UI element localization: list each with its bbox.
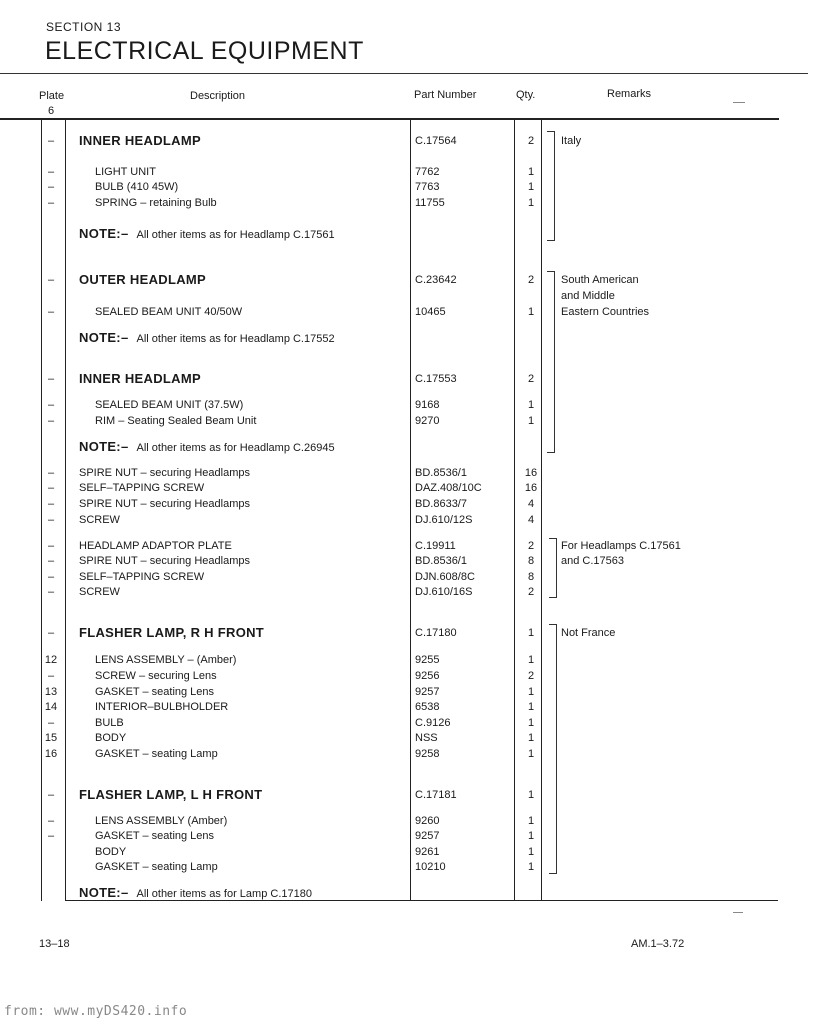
part-description: SCREW xyxy=(79,586,120,598)
quantity: 16 xyxy=(524,482,538,494)
table-row xyxy=(0,197,816,213)
part-number: BD.8536/1 xyxy=(415,555,467,567)
quantity: 1 xyxy=(527,415,535,427)
plate-ref: 14 xyxy=(44,701,58,713)
part-number: C.17553 xyxy=(415,373,457,385)
quantity: 8 xyxy=(527,555,535,567)
note-label: NOTE:– xyxy=(79,439,129,454)
part-number: 9260 xyxy=(415,815,440,827)
plate-ref: – xyxy=(47,181,55,193)
plate-ref: – xyxy=(47,482,55,494)
part-number: DJ.610/12S xyxy=(415,514,473,526)
column-header-description: Description xyxy=(190,90,246,102)
table-row xyxy=(0,627,816,643)
part-description: RIM – Seating Sealed Beam Unit xyxy=(95,415,257,427)
column-header-plate-number: 6 xyxy=(48,105,55,117)
part-description: INNER HEADLAMP xyxy=(79,133,201,148)
table-row xyxy=(0,399,816,415)
part-number: 9256 xyxy=(415,670,440,682)
note xyxy=(79,439,335,454)
quantity: 1 xyxy=(527,830,535,842)
table-row xyxy=(0,274,816,290)
table-row xyxy=(0,830,816,846)
part-number: C.17180 xyxy=(415,627,457,639)
margin-tick xyxy=(733,102,745,103)
quantity: 1 xyxy=(527,627,535,639)
part-number: 9258 xyxy=(415,748,440,760)
plate-ref: – xyxy=(47,540,55,552)
note xyxy=(79,226,335,241)
part-number: 9261 xyxy=(415,846,440,858)
column-header-part-number: Part Number xyxy=(414,89,477,101)
table-row xyxy=(0,514,816,530)
part-description: SPRING – retaining Bulb xyxy=(95,197,217,209)
table-row xyxy=(0,887,816,903)
quantity: 1 xyxy=(527,717,535,729)
part-description: FLASHER LAMP, R H FRONT xyxy=(79,625,265,640)
quantity: 1 xyxy=(527,399,535,411)
plate-ref: – xyxy=(47,789,55,801)
part-description: SCREW – securing Lens xyxy=(95,670,217,682)
part-description: GASKET – seating Lamp xyxy=(95,748,218,760)
remark: Not France xyxy=(561,627,616,639)
part-number: BD.8536/1 xyxy=(415,467,467,479)
part-description: SEALED BEAM UNIT 40/50W xyxy=(95,306,243,318)
plate-ref: – xyxy=(47,514,55,526)
plate-ref: – xyxy=(47,306,55,318)
quantity: 1 xyxy=(527,306,535,318)
part-number: 9257 xyxy=(415,830,440,842)
quantity: 4 xyxy=(527,514,535,526)
column-header-plate: Plate xyxy=(39,90,65,102)
part-number: 9270 xyxy=(415,415,440,427)
quantity: 1 xyxy=(527,789,535,801)
note-text: All other items as for Lamp C.17180 xyxy=(136,888,312,900)
plate-ref: – xyxy=(47,415,55,427)
plate-ref: – xyxy=(47,627,55,639)
table-row xyxy=(0,670,816,686)
table-row xyxy=(0,571,816,587)
part-number: C.19911 xyxy=(415,540,456,552)
part-number: DJ.610/16S xyxy=(415,586,473,598)
table-row xyxy=(0,332,816,348)
title-rule xyxy=(0,73,808,74)
quantity: 1 xyxy=(527,686,535,698)
part-number: C.17181 xyxy=(415,789,457,801)
quantity: 1 xyxy=(527,166,535,178)
part-description: GASKET – seating Lens xyxy=(95,686,215,698)
table-row xyxy=(0,654,816,670)
plate-ref: – xyxy=(47,373,55,385)
part-number: 9255 xyxy=(415,654,440,666)
plate-ref: – xyxy=(47,670,55,682)
part-description: SPIRE NUT – securing Headlamps xyxy=(79,555,250,567)
table-row xyxy=(0,789,816,805)
note-text: All other items as for Headlamp C.17561 xyxy=(136,229,335,241)
plate-ref: – xyxy=(47,717,55,729)
part-description: BULB (410 45W) xyxy=(95,181,179,193)
plate-ref: – xyxy=(47,166,55,178)
table-row xyxy=(0,181,816,197)
plate-ref: – xyxy=(47,498,55,510)
table-row xyxy=(0,686,816,702)
page-number: 13–18 xyxy=(39,938,70,950)
header-rule xyxy=(0,118,779,120)
quantity: 1 xyxy=(527,846,535,858)
plate-ref: – xyxy=(47,274,55,286)
part-number: 7763 xyxy=(415,181,440,193)
quantity: 2 xyxy=(527,373,535,385)
plate-ref: – xyxy=(47,555,55,567)
quantity: 2 xyxy=(527,135,535,147)
margin-tick xyxy=(733,912,743,913)
quantity: 1 xyxy=(527,197,535,209)
note-text: All other items as for Headlamp C.17552 xyxy=(136,333,335,345)
part-number: NSS xyxy=(415,732,438,744)
remark: Eastern Countries xyxy=(561,306,650,318)
part-number: 7762 xyxy=(415,166,440,178)
quantity: 1 xyxy=(527,815,535,827)
part-number: C.9126 xyxy=(415,717,451,729)
table-row xyxy=(0,701,816,717)
watermark: from: www.myDS420.info xyxy=(4,1004,188,1019)
column-header-remarks: Remarks xyxy=(607,88,652,100)
part-description: SELF–TAPPING SCREW xyxy=(79,482,205,494)
part-description: LENS ASSEMBLY (Amber) xyxy=(95,815,228,827)
table-row xyxy=(0,555,816,571)
plate-ref: – xyxy=(47,815,55,827)
note xyxy=(79,885,312,900)
quantity: 1 xyxy=(527,701,535,713)
part-number: 6538 xyxy=(415,701,440,713)
note xyxy=(79,330,335,345)
note-label: NOTE:– xyxy=(79,885,129,900)
plate-ref: – xyxy=(47,135,55,147)
plate-ref: 15 xyxy=(44,732,58,744)
part-description: HEADLAMP ADAPTOR PLATE xyxy=(79,540,232,552)
quantity: 1 xyxy=(527,654,535,666)
revision-code: AM.1–3.72 xyxy=(631,938,685,950)
part-number: 11755 xyxy=(415,197,445,209)
note-text: All other items as for Headlamp C.26945 xyxy=(136,442,335,454)
table-row xyxy=(0,732,816,748)
part-description: SPIRE NUT – securing Headlamps xyxy=(79,498,250,510)
part-number: C.23642 xyxy=(415,274,457,286)
quantity: 2 xyxy=(527,586,535,598)
table-row xyxy=(0,290,816,306)
part-number: BD.8633/7 xyxy=(415,498,467,510)
note-label: NOTE:– xyxy=(79,330,129,345)
part-number: 10210 xyxy=(415,861,446,873)
part-description: SEALED BEAM UNIT (37.5W) xyxy=(95,399,244,411)
quantity: 8 xyxy=(527,571,535,583)
remark: and Middle xyxy=(561,290,615,302)
remark: For Headlamps C.17561 xyxy=(561,540,681,552)
note-label: NOTE:– xyxy=(79,226,129,241)
plate-ref: – xyxy=(47,830,55,842)
table-row xyxy=(0,441,816,457)
part-description: SPIRE NUT – securing Headlamps xyxy=(79,467,250,479)
part-number: 9257 xyxy=(415,686,440,698)
quantity: 1 xyxy=(527,748,535,760)
column-header-qty: Qty. xyxy=(516,89,536,101)
plate-ref: – xyxy=(47,399,55,411)
table-row xyxy=(0,586,816,602)
quantity: 2 xyxy=(527,540,535,552)
remark: and C.17563 xyxy=(561,555,624,567)
part-description: INNER HEADLAMP xyxy=(79,371,201,386)
table-row xyxy=(0,498,816,514)
remark: South American xyxy=(561,274,639,286)
part-description: BULB xyxy=(95,717,124,729)
table-row xyxy=(0,306,816,322)
part-description: BODY xyxy=(95,846,127,858)
plate-ref: 16 xyxy=(44,748,58,760)
section-label: SECTION 13 xyxy=(46,20,122,34)
part-number: DAZ.408/10C xyxy=(415,482,482,494)
page-title: ELECTRICAL EQUIPMENT xyxy=(45,37,364,65)
plate-ref: – xyxy=(47,571,55,583)
table-row xyxy=(0,166,816,182)
part-description: LENS ASSEMBLY – (Amber) xyxy=(95,654,237,666)
table-row xyxy=(0,846,816,862)
table-row xyxy=(0,815,816,831)
part-description: SELF–TAPPING SCREW xyxy=(79,571,205,583)
quantity: 2 xyxy=(527,274,535,286)
part-description: GASKET – seating Lamp xyxy=(95,861,218,873)
quantity: 16 xyxy=(524,467,538,479)
part-description: GASKET – seating Lens xyxy=(95,830,215,842)
part-description: INTERIOR–BULBHOLDER xyxy=(95,701,229,713)
plate-ref: – xyxy=(47,467,55,479)
plate-ref: – xyxy=(47,586,55,598)
table-row xyxy=(0,228,816,244)
remark: Italy xyxy=(561,135,582,147)
table-row xyxy=(0,415,816,431)
table-row xyxy=(0,467,816,483)
quantity: 1 xyxy=(527,181,535,193)
plate-ref: – xyxy=(47,197,55,209)
table-row xyxy=(0,373,816,389)
table-row xyxy=(0,748,816,764)
part-description: LIGHT UNIT xyxy=(95,166,156,178)
part-number: DJN.608/8C xyxy=(415,571,475,583)
part-description: SCREW xyxy=(79,514,120,526)
quantity: 2 xyxy=(527,670,535,682)
plate-ref: 12 xyxy=(44,654,58,666)
plate-ref: 13 xyxy=(44,686,58,698)
table-row xyxy=(0,540,816,556)
part-description: BODY xyxy=(95,732,127,744)
table-row xyxy=(0,482,816,498)
part-description: FLASHER LAMP, L H FRONT xyxy=(79,787,263,802)
quantity: 1 xyxy=(527,861,535,873)
table-row xyxy=(0,717,816,733)
part-number: C.17564 xyxy=(415,135,457,147)
quantity: 4 xyxy=(527,498,535,510)
quantity: 1 xyxy=(527,732,535,744)
table-row xyxy=(0,861,816,877)
part-description: OUTER HEADLAMP xyxy=(79,272,206,287)
part-number: 9168 xyxy=(415,399,440,411)
table-row xyxy=(0,135,816,151)
part-number: 10465 xyxy=(415,306,446,318)
